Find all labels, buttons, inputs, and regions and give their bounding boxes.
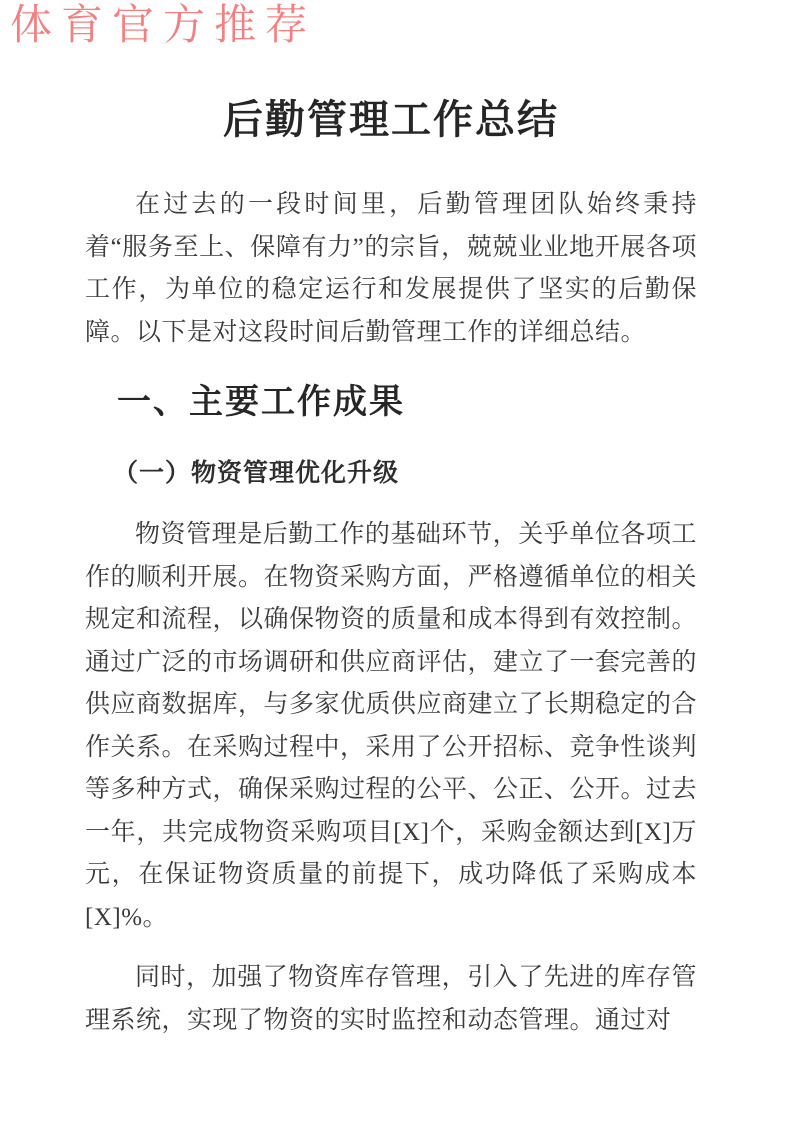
paragraph-materials-procurement: 物资管理是后勤工作的基础环节，关乎单位各项工作的顺利开展。在物资采购方面，严格遵循单位的相关规定和流程，以确保物资的质量和成本得到有效控制。通过广泛的市场调研和供应商评估，建立了一套完善的供应商数据库，与多家优质供应商建立了长期稳定的合作关系。在采购过程中，采用了公开招标、竞争性谈判等多种方式，确保采购过程的公平、公正、公开。过去一年，共完成物资采购项目[X]个，采购金额达到[X]万元，在保证物资质量的前提下，成功降低了采购成本[X]%。 <box>85 521 698 931</box>
section-heading-main-achievements: 一、主要工作成果 <box>117 384 405 421</box>
watermark-text: 体育官方推荐 <box>10 3 317 49</box>
document-title: 后勤管理工作总结 <box>223 97 559 142</box>
paragraph-materials-inventory: 同时，加强了物资库存管理，引入了先进的库存管理系统，实现了物资的实时监控和动态管理。通过对 <box>85 964 697 1034</box>
paragraph-intro: 在过去的一段时间里，后勤管理团队始终秉持着“服务至上、保障有力”的宗旨，兢兢业业地开展各项工作，为单位的稳定运行和发展提供了坚实的后勤保障。以下是对这段时间后勤管理工作的详细总结。 <box>85 191 697 346</box>
subsection-heading-materials-management: （一）物资管理优化升级 <box>113 460 400 487</box>
